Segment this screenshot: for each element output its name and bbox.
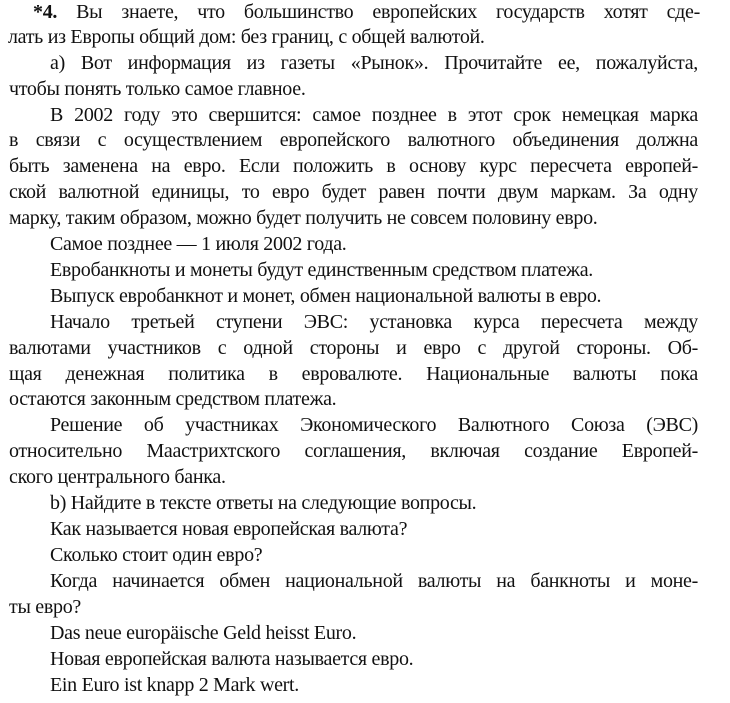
article-para1-line-4: ской валютной единицы, то евро будет равен почти двум маркам. За одну: [9, 181, 698, 203]
article-para3: Евробанкноты и монеты будут единственным средством платежа.: [50, 259, 593, 281]
article-para2: Самое позднее — 1 июля 2002 года.: [50, 233, 347, 255]
question-3-line-2: ты евро?: [9, 596, 81, 618]
exercise-intro-line-1: *4. Вы знаете, что большинство европейских государств хотят сде-: [33, 1, 700, 23]
answer-1-russian: Новая европейская валюта называется евро.: [50, 648, 414, 670]
article-para5-line-4: остаются законным средством платежа.: [9, 388, 337, 410]
article-para6-line-2: относительно Маастрихтского соглашения, включая создание Европей-: [9, 440, 698, 462]
article-para4: Выпуск евробанкнот и монет, обмен национальной валюты в евро.: [50, 285, 602, 307]
article-para1-line-2: в связи с осуществлением европейского валютного объединения должна: [9, 129, 698, 151]
task-a-line-2: чтобы понять только самое главное.: [9, 78, 306, 100]
question-3-line-1: Когда начинается обмен национальной валюты на банкноты и моне-: [50, 570, 698, 592]
article-para5-line-1: Начало третьей ступени ЭВС: установка курса пересчета между: [50, 311, 698, 333]
question-2: Сколько стоит один евро?: [50, 544, 263, 566]
exercise-number: *4.: [33, 1, 58, 23]
answer-1-german: Das neue europäische Geld heisst Euro.: [50, 622, 357, 644]
answer-2-german: Ein Euro ist knapp 2 Mark wert.: [50, 674, 299, 696]
article-para6-line-1: Решение об участниках Экономического Валютного Союза (ЭВС): [50, 414, 698, 436]
article-para1-line-1: В 2002 году это свершится: самое позднее в этот срок немецкая марка: [50, 104, 698, 126]
article-para1-line-3: быть заменена на евро. Если положить в основу курс пересчета европей-: [9, 155, 698, 177]
question-1: Как называется новая европейская валюта?: [50, 518, 408, 540]
task-b-instruction: b) Найдите в тексте ответы на следующие вопросы.: [50, 492, 477, 514]
article-para1-line-5: марку, таким образом, можно будет получить не совсем половину евро.: [9, 207, 598, 229]
exercise-intro-line-2: лать из Европы общий дом: без границ, с общей валютой.: [8, 26, 485, 48]
task-a-line-1: а) Вот информация из газеты «Рынок». Прочитайте ее, пожалуйста,: [50, 52, 698, 74]
article-para5-line-2: валютами участников с одной стороны и евро с другой стороны. Об-: [9, 337, 698, 359]
article-para6-line-3: ского центрального банка.: [9, 466, 226, 488]
article-para5-line-3: щая денежная политика в евровалюте. Национальные валюты пока: [9, 363, 698, 385]
